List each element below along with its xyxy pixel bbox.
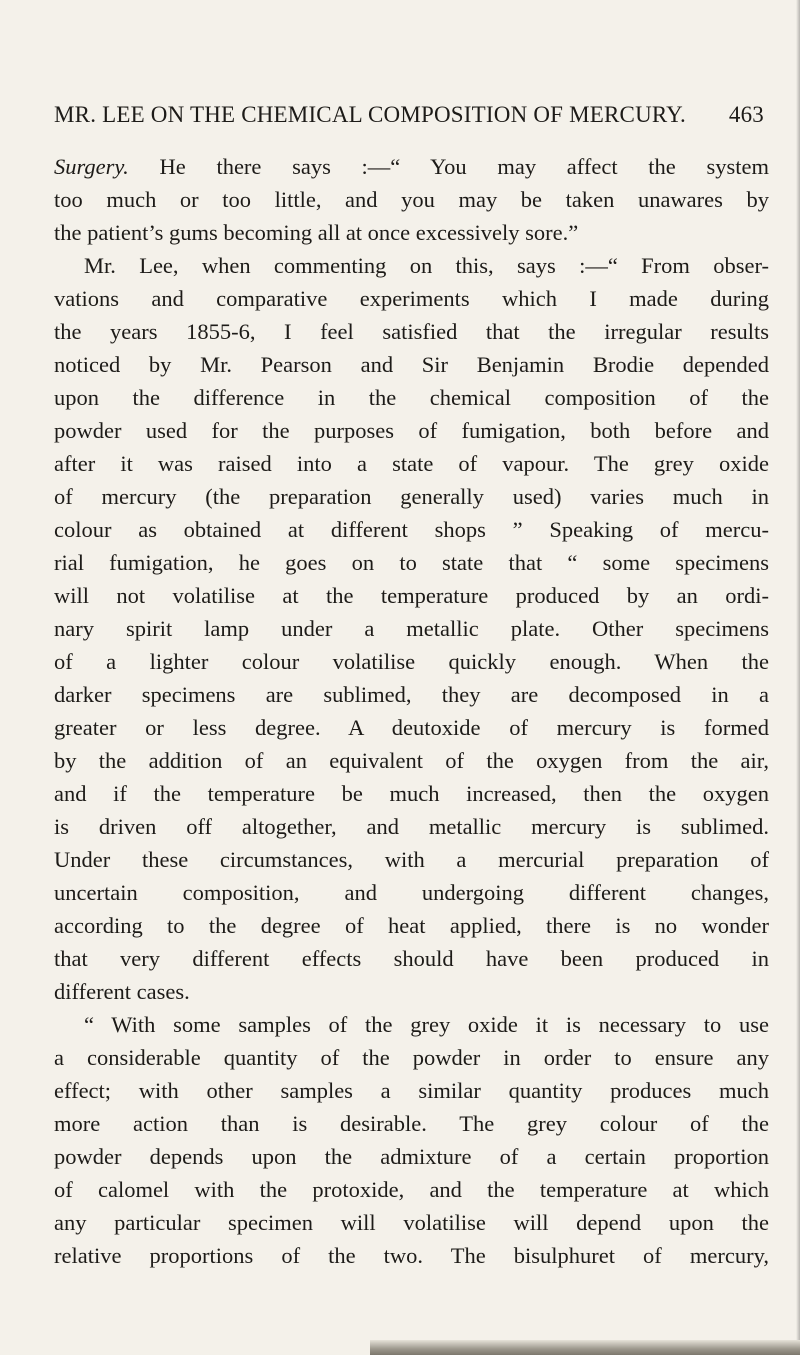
text-line	[54, 1107, 769, 1140]
text-line	[54, 810, 769, 843]
line-text: powder used for the purposes of fumigation, both before and	[54, 418, 769, 443]
text-line	[54, 612, 769, 645]
text-line	[54, 480, 769, 513]
text-line	[54, 843, 769, 876]
line-text: powder depends upon the admixture of a certain proportion	[54, 1144, 769, 1169]
line-text: noticed by Mr. Pearson and Sir Benjamin Brodie depended	[54, 352, 769, 377]
text-line	[54, 150, 769, 183]
line-text: relative proportions of the two. The bisulphuret of mercury,	[54, 1243, 769, 1268]
line-text: that very different effects should have been produced in	[54, 946, 769, 971]
line-text: He there says :—“ You may affect the system	[128, 154, 769, 179]
text-line	[54, 876, 769, 909]
text-line	[54, 1074, 769, 1107]
text-line	[54, 546, 769, 579]
text-line	[54, 1008, 769, 1041]
line-text: by the addition of an equivalent of the oxygen from the air,	[54, 748, 769, 773]
text-line	[54, 1140, 769, 1173]
page-bottom-shadow	[370, 1340, 800, 1355]
text-line	[54, 315, 769, 348]
page-edge-shadow	[796, 0, 800, 1355]
text-line	[54, 1173, 769, 1206]
line-text: of mercury (the preparation generally used) varies much in	[54, 484, 769, 509]
text-line	[54, 678, 769, 711]
line-text: according to the degree of heat applied, there is no wonder	[54, 913, 769, 938]
page-number: 463	[728, 102, 764, 127]
line-text: and if the temperature be much increased, then the oxygen	[54, 781, 769, 806]
line-text: the patient’s gums becoming all at once excessively sore.”	[54, 220, 579, 245]
text-line	[54, 381, 769, 414]
line-text: the years 1855-6, I feel satisfied that the irregular results	[54, 319, 769, 344]
line-text: colour as obtained at different shops ” Speaking of mercu-	[54, 517, 769, 542]
text-line	[54, 183, 769, 216]
text-line	[54, 216, 769, 249]
line-text: more action than is desirable. The grey colour of the	[54, 1111, 769, 1136]
text-line	[54, 744, 769, 777]
text-line	[54, 942, 769, 975]
line-text: rial fumigation, he goes on to state that “ some specimens	[54, 550, 769, 575]
text-line	[54, 249, 769, 282]
text-line	[54, 414, 769, 447]
line-text: Under these circumstances, with a mercurial preparation of	[54, 847, 769, 872]
text-line	[54, 909, 769, 942]
text-line	[54, 579, 769, 612]
text-line	[54, 1239, 769, 1272]
line-text: “ With some samples of the grey oxide it is necessary to use	[84, 1012, 769, 1037]
running-title: MR. LEE ON THE CHEMICAL COMPOSITION OF MERCURY.	[54, 102, 686, 127]
line-text: upon the difference in the chemical composition of the	[54, 385, 769, 410]
text-line	[54, 513, 769, 546]
line-text: too much or too little, and you may be taken unawares by	[54, 187, 769, 212]
text-line	[54, 1206, 769, 1239]
line-text: darker specimens are sublimed, they are decomposed in a	[54, 682, 769, 707]
italic-word: Surgery.	[54, 154, 129, 179]
text-line	[54, 1041, 769, 1074]
line-text: vations and comparative experiments which I made during	[54, 286, 769, 311]
line-text: of calomel with the protoxide, and the temperature at which	[54, 1177, 769, 1202]
line-text: greater or less degree. A deutoxide of mercury is formed	[54, 715, 769, 740]
running-header	[54, 102, 764, 136]
line-text: will not volatilise at the temperature produced by an ordi-	[54, 583, 769, 608]
line-text: after it was raised into a state of vapour. The grey oxide	[54, 451, 769, 476]
line-text: of a lighter colour volatilise quickly enough. When the	[54, 649, 769, 674]
line-text: uncertain composition, and undergoing different changes,	[54, 880, 769, 905]
line-text: is driven off altogether, and metallic mercury is sublimed.	[54, 814, 769, 839]
text-line	[54, 711, 769, 744]
text-line	[54, 282, 769, 315]
text-line	[54, 777, 769, 810]
text-line	[54, 645, 769, 678]
text-line	[54, 348, 769, 381]
line-text: different cases.	[54, 979, 190, 1004]
line-text: nary spirit lamp under a metallic plate. Other specimens	[54, 616, 769, 641]
body-text	[54, 150, 769, 1272]
text-line	[54, 975, 769, 1008]
line-text: a considerable quantity of the powder in order to ensure any	[54, 1045, 769, 1070]
line-text: any particular specimen will volatilise will depend upon the	[54, 1210, 769, 1235]
text-line	[54, 447, 769, 480]
line-text: effect; with other samples a similar quantity produces much	[54, 1078, 769, 1103]
line-text: Mr. Lee, when commenting on this, says :—“ From obser-	[84, 253, 769, 278]
